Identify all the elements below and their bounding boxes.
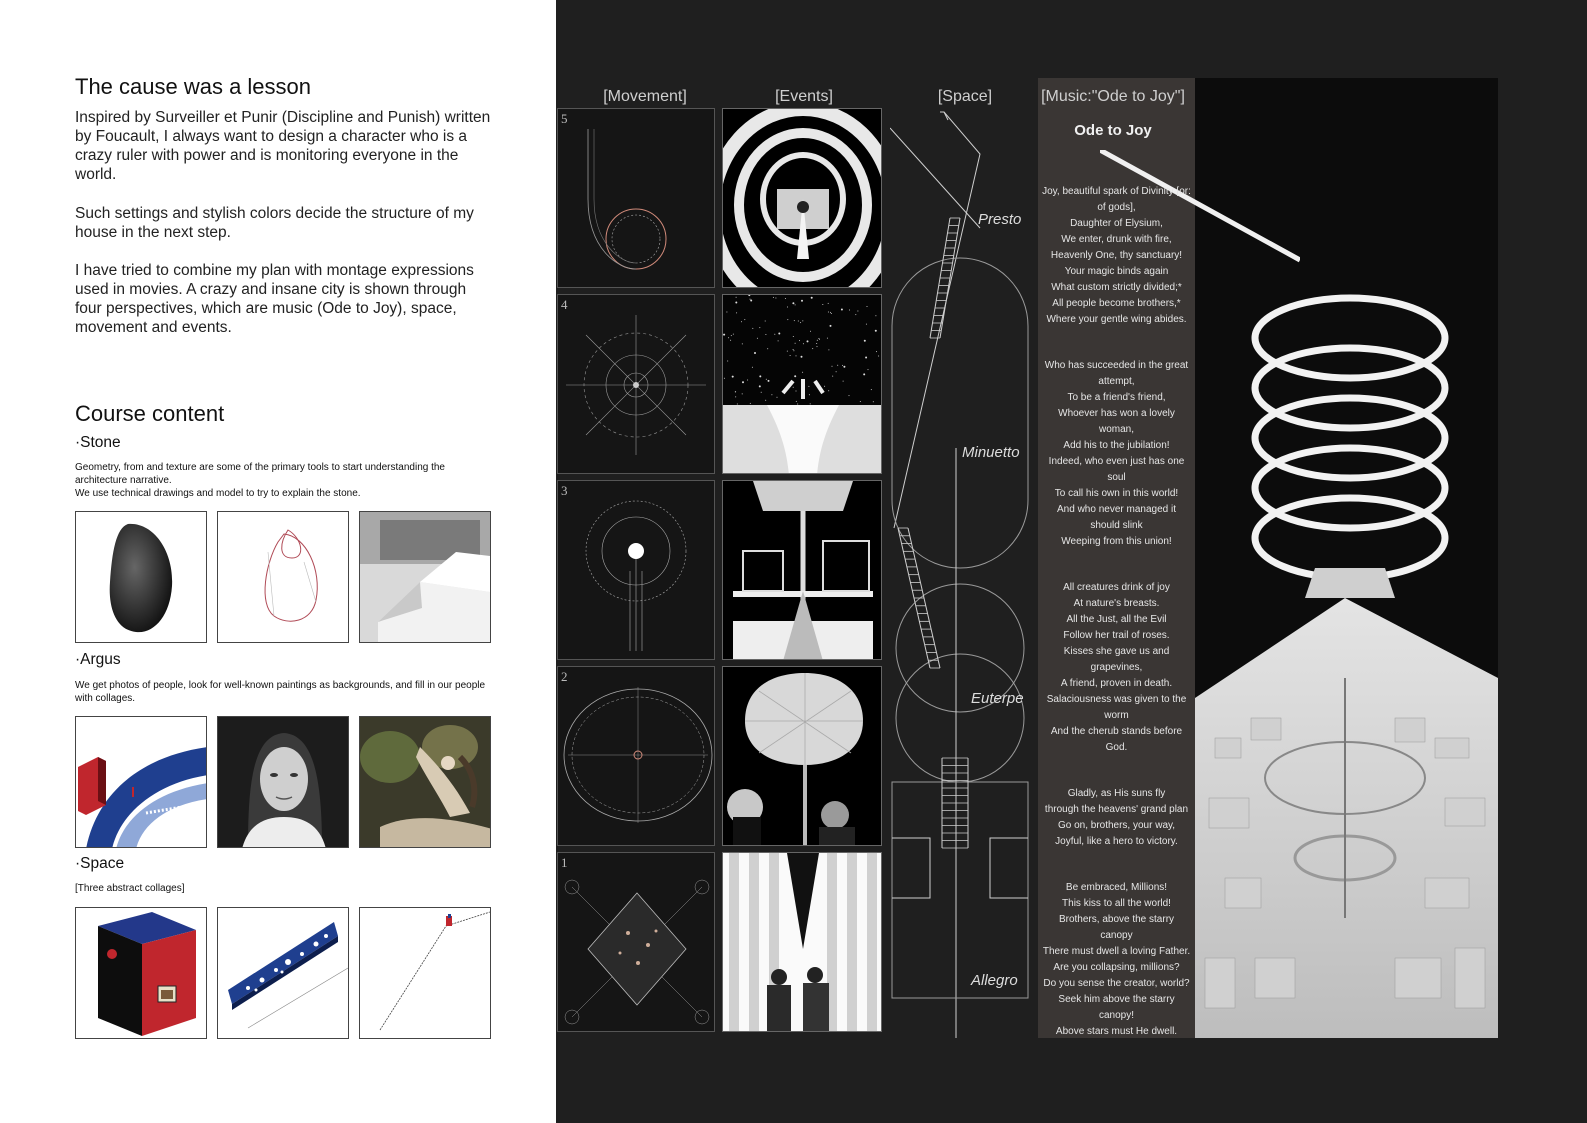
stone-photo [75, 511, 207, 643]
stanza-5: Be embraced, Millions! This kiss to all the world! Brothers, above the starry canopy There must dwell a loving Father. Are you collapsing, millions? Do you sense the creator, world? Seek him above the starry canopy! Above stars must He dwell. [1042, 882, 1191, 1037]
header-events: [Events] [775, 88, 833, 105]
space-collage-bar [217, 907, 349, 1039]
ode-title: Ode to Joy [1074, 122, 1152, 139]
stone-drawing [217, 511, 349, 643]
movement-cell-3 [557, 480, 715, 660]
event-image-5 [722, 108, 882, 288]
space-diagram [890, 108, 1038, 1038]
argus-heading: ·Argus [75, 651, 121, 668]
stone-heading: ·Stone [75, 434, 121, 451]
argus-description: We get photos of people, look for well-known paintings as backgrounds, and fill in our people with collages. [75, 680, 486, 704]
event-image-3 [722, 480, 882, 660]
section-title-course: Course content [75, 401, 225, 426]
stanza-4: Gladly, as His suns fly through the heavens' grand plan Go on, brothers, your way, Joyful, like a hero to victory. [1044, 788, 1189, 847]
row-number: 4 [561, 297, 568, 312]
intro-paragraph-3: I have tried to combine my plan with montage expressions used in movies. A crazy and insane city is shown through four perspectives, which are music (Ode to Joy), space, movement and events. [75, 262, 474, 336]
space-heading: ·Space [75, 855, 125, 872]
movement-cell-1 [557, 852, 715, 1032]
stanza-3: All creatures drink of joy At nature's breasts. All the Just, all the Evil Follow her trail of roses. Kisses she gave us and grapevines, A friend, proven in death. Salaciousness was given to the worm And the cherub stands before God. [1046, 582, 1187, 753]
argus-portrait [217, 716, 349, 848]
argus-painting [359, 716, 491, 848]
stanza-1: Joy, beautiful spark of Divinity [or: of gods], Daughter of Elysium, We enter, drunk with fire, Heavenly One, thy sanctuary! Your magic binds again What custom strictly divided;* All people become brothers,* Where your gentle wing abides. [1042, 186, 1191, 325]
argus-collage [75, 716, 207, 848]
tempo-allegro: Allegro [971, 972, 1018, 989]
intro-paragraph-1: Inspired by Surveiller et Punir (Discipline and Punish) written by Foucault, I always want to design a character who is a crazy ruler with power and is monitoring everyone in the world. [75, 109, 491, 183]
movement-cell-4 [557, 294, 715, 474]
intro-paragraph-2: Such settings and stylish colors decide the structure of my house in the next step. [75, 205, 474, 241]
event-image-4 [722, 294, 882, 474]
event-image-2 [722, 666, 882, 846]
space-description: [Three abstract collages] [75, 883, 185, 894]
movement-cell-5 [557, 108, 715, 288]
stone-description: Geometry, from and texture are some of the primary tools to start understanding the architecture narrative. We use technical drawings and model to try to explain the stone. [75, 462, 445, 499]
space-collage-stairs [359, 907, 491, 1039]
header-space: [Space] [937, 88, 993, 105]
header-music: [Music:"Ode to Joy"] [1041, 88, 1185, 105]
row-number: 3 [561, 483, 568, 498]
stanza-2: Who has succeeded in the great attempt, To be a friend's friend, Whoever has won a lovely woman, Add his to the jubilation! Indeed, who even just has one soul To call his own in this world! And who never managed it should slink Weeping from this union! [1044, 360, 1189, 547]
tempo-euterpe: Euterpe [971, 690, 1024, 707]
row-number: 5 [561, 111, 568, 126]
tempo-minuetto: Minuetto [962, 444, 1020, 461]
header-movement: [Movement] [603, 88, 687, 105]
row-number: 1 [561, 855, 568, 870]
movement-cell-2 [557, 666, 715, 846]
section-title-lesson: The cause was a lesson [75, 74, 312, 99]
tempo-presto: Presto [978, 211, 1022, 228]
row-number: 2 [561, 669, 568, 684]
left-panel [0, 0, 556, 1123]
stone-model-photo [359, 511, 491, 643]
event-image-1 [722, 852, 882, 1032]
space-collage-box [75, 907, 207, 1039]
